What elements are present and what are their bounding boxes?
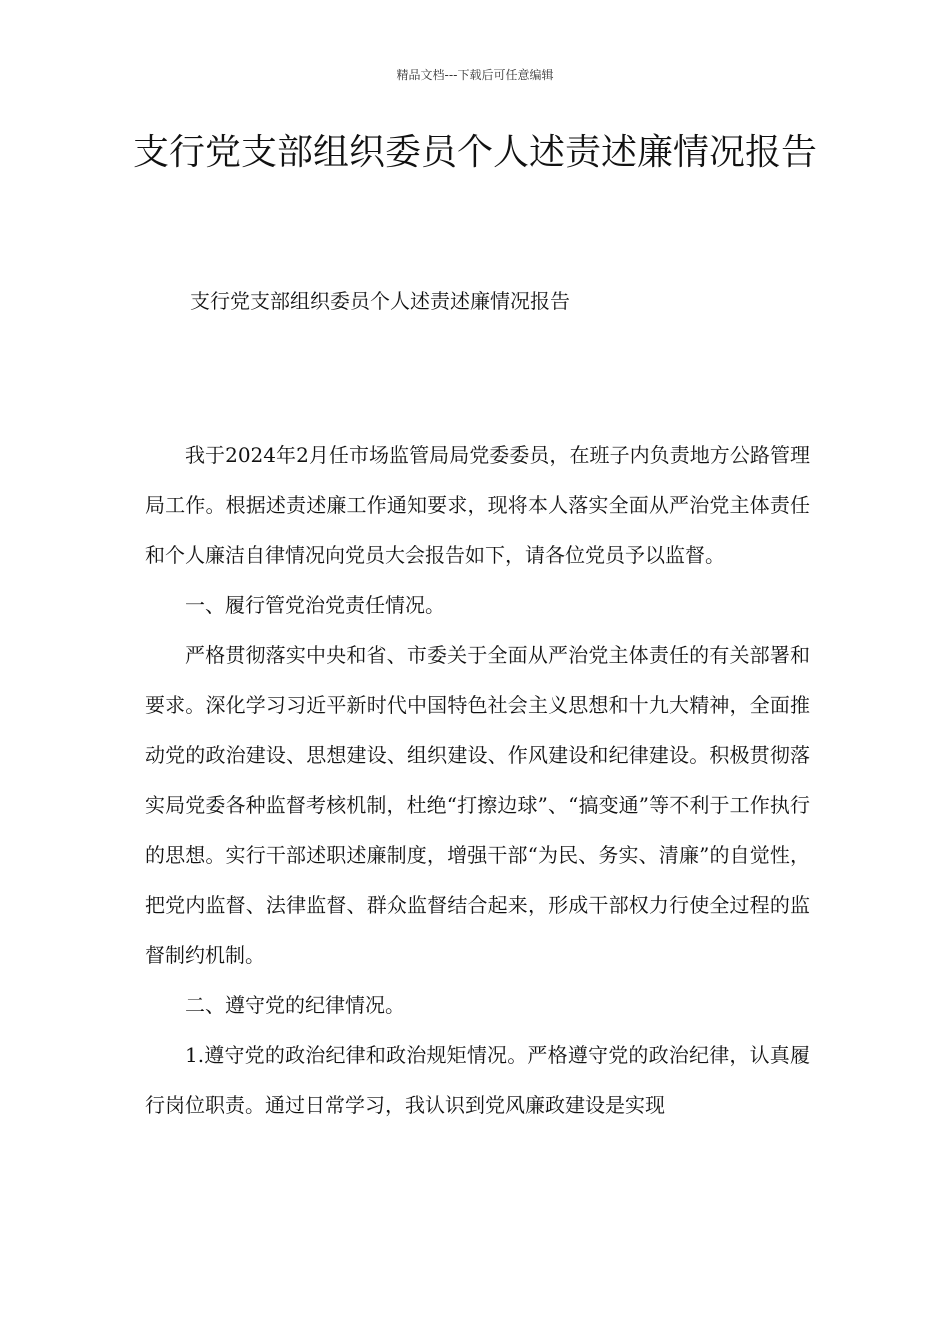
document-subtitle: 支行党支部组织委员个人述责述廉情况报告	[190, 289, 570, 313]
section-heading-2: 二、遵守党的纪律情况。	[185, 993, 405, 1017]
header-note: 精品文档---下载后可任意编辑	[396, 68, 554, 82]
paragraph-discipline: 1.遵守党的政治纪律和政治规矩情况。严格遵守党的政治纪律，认真履行岗位职责。通过日常学习，我认识到党风廉政建设是实现	[145, 1043, 810, 1117]
paragraph-intro: 我于2024年2月任市场监管局局党委委员，在班子内负责地方公路管理局工作。根据述责述廉工作通知要求，现将本人落实全面从严治党主体责任和个人廉洁自律情况向党员大会报告如下，请各位党员予以监督。	[145, 443, 810, 567]
paragraph-responsibility: 严格贯彻落实中央和省、市委关于全面从严治党主体责任的有关部署和要求。深化学习习近平新时代中国特色社会主义思想和十九大精神，全面推动党的政治建设、思想建设、组织建设、作风建设和纪律建设。积极贯彻落实局党委各种监督考核机制，杜绝“打擦边球”、“搞变通”等不利于工作执行的思想。实行干部述职述廉制度，增强干部“为民、务实、清廉”的自觉性，把党内监督、法律监督、群众监督结合起来，形成干部权力行使全过程的监督制约机制。	[145, 643, 810, 967]
document-title: 支行党支部组织委员个人述责述廉情况报告	[132, 132, 817, 173]
section-heading-1: 一、履行管党治党责任情况。	[185, 593, 445, 617]
document-body	[145, 430, 810, 1130]
